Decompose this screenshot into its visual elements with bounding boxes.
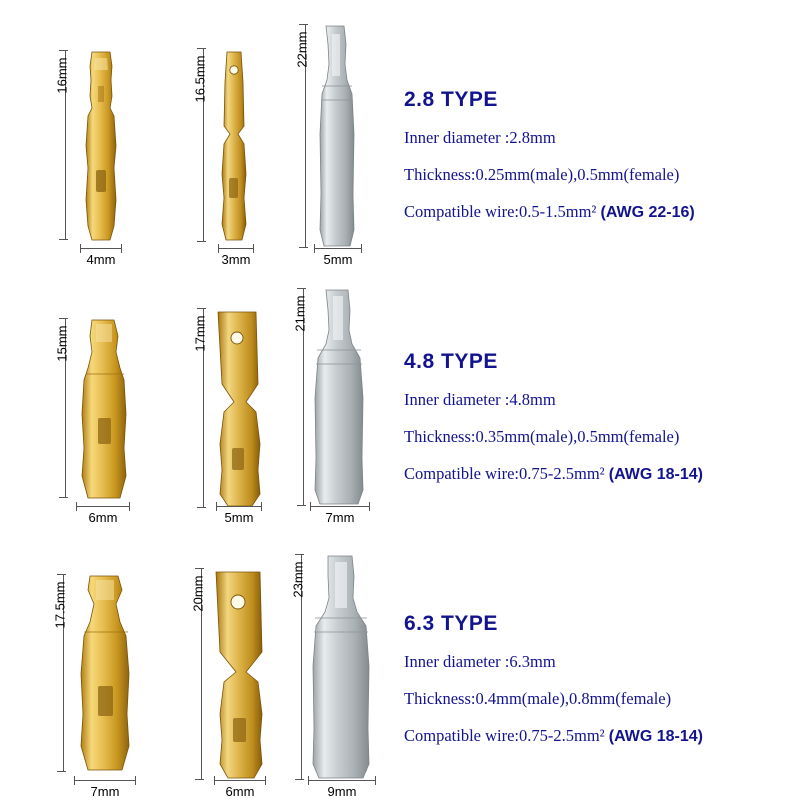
- thickness-line: Thickness:0.4mm(male),0.8mm(female): [404, 689, 672, 708]
- inner-diameter-line: Inner diameter :6.3mm: [404, 652, 556, 671]
- width-dimension-label: 3mm: [221, 252, 251, 267]
- width-dimension-label: 9mm: [327, 784, 357, 799]
- width-dimension-label: 7mm: [325, 510, 355, 525]
- width-dimension-label: 6mm: [225, 784, 255, 799]
- spec-text-block: [404, 266, 796, 532]
- part-female-terminal: [20, 266, 140, 532]
- width-dimension-label: 4mm: [86, 252, 116, 267]
- compatible-wire-line: [404, 202, 695, 222]
- height-dimension: [282, 24, 308, 248]
- height-dimension-label: 15mm: [54, 325, 70, 362]
- female-terminal-graphic: [78, 50, 124, 242]
- part-male-terminal: [150, 266, 270, 532]
- height-dimension: [180, 308, 206, 508]
- height-dimension: [42, 50, 68, 240]
- spec-text-block: [404, 532, 796, 798]
- parts-group: [0, 532, 390, 798]
- inner-diameter-line: Inner diameter :2.8mm: [404, 128, 556, 147]
- male-terminal-graphic: [210, 308, 272, 510]
- height-dimension: [278, 554, 304, 780]
- width-dimension-label: 5mm: [224, 510, 254, 525]
- awg-text: (AWG 22-16): [600, 204, 695, 221]
- spec-row: [0, 266, 800, 532]
- width-dimension-label: 5mm: [323, 252, 353, 267]
- compatible-wire-line: [404, 464, 703, 484]
- height-dimension-label: 17.5mm: [52, 581, 68, 629]
- part-insulating-sleeve: [272, 0, 390, 266]
- type-title: 4.8 TYPE: [404, 350, 498, 373]
- height-dimension-label: 16mm: [54, 57, 70, 94]
- insulating-sleeve-graphic: [310, 24, 366, 250]
- part-male-terminal: [150, 0, 270, 266]
- part-female-terminal: [20, 0, 140, 266]
- spec-row: [0, 532, 800, 798]
- spec-text-block: [404, 0, 796, 266]
- male-terminal-graphic: [208, 568, 274, 782]
- male-terminal-graphic: [214, 48, 260, 244]
- female-terminal-graphic: [72, 574, 142, 774]
- part-insulating-sleeve: [272, 266, 390, 532]
- wire-text: Compatible wire:0.75-2.5mm²: [404, 726, 609, 745]
- type-title: 6.3 TYPE: [404, 612, 498, 635]
- awg-text: (AWG 18-14): [608, 466, 704, 483]
- awg-text: (AWG 18-14): [608, 728, 704, 745]
- parts-group: [0, 0, 390, 266]
- height-dimension: [40, 574, 66, 772]
- width-dimension-label: 7mm: [90, 784, 120, 799]
- insulating-sleeve-graphic: [306, 288, 374, 508]
- height-dimension: [180, 48, 206, 242]
- height-dimension-label: 17mm: [192, 315, 208, 352]
- thickness-line: Thickness:0.35mm(male),0.5mm(female): [404, 427, 680, 446]
- type-title: 2.8 TYPE: [404, 88, 498, 111]
- height-dimension: [280, 288, 306, 506]
- height-dimension-label: 21mm: [292, 295, 308, 332]
- compatible-wire-line: [404, 726, 703, 746]
- insulating-sleeve-graphic: [304, 554, 380, 782]
- parts-group: [0, 266, 390, 532]
- height-dimension: [42, 318, 68, 498]
- part-male-terminal: [150, 532, 270, 798]
- height-dimension-label: 23mm: [290, 561, 306, 598]
- height-dimension: [178, 568, 204, 780]
- thickness-line: Thickness:0.25mm(male),0.5mm(female): [404, 165, 680, 184]
- wire-text: Compatible wire:0.5-1.5mm²: [404, 202, 601, 221]
- wire-text: Compatible wire:0.75-2.5mm²: [404, 464, 609, 483]
- height-dimension-label: 22mm: [294, 31, 310, 68]
- female-terminal-graphic: [74, 318, 136, 500]
- inner-diameter-line: Inner diameter :4.8mm: [404, 390, 556, 409]
- part-insulating-sleeve: [272, 532, 390, 798]
- height-dimension-label: 20mm: [190, 575, 206, 612]
- part-female-terminal: [20, 532, 140, 798]
- height-dimension-label: 16.5mm: [192, 55, 208, 103]
- spec-row: [0, 0, 800, 266]
- width-dimension-label: 6mm: [88, 510, 118, 525]
